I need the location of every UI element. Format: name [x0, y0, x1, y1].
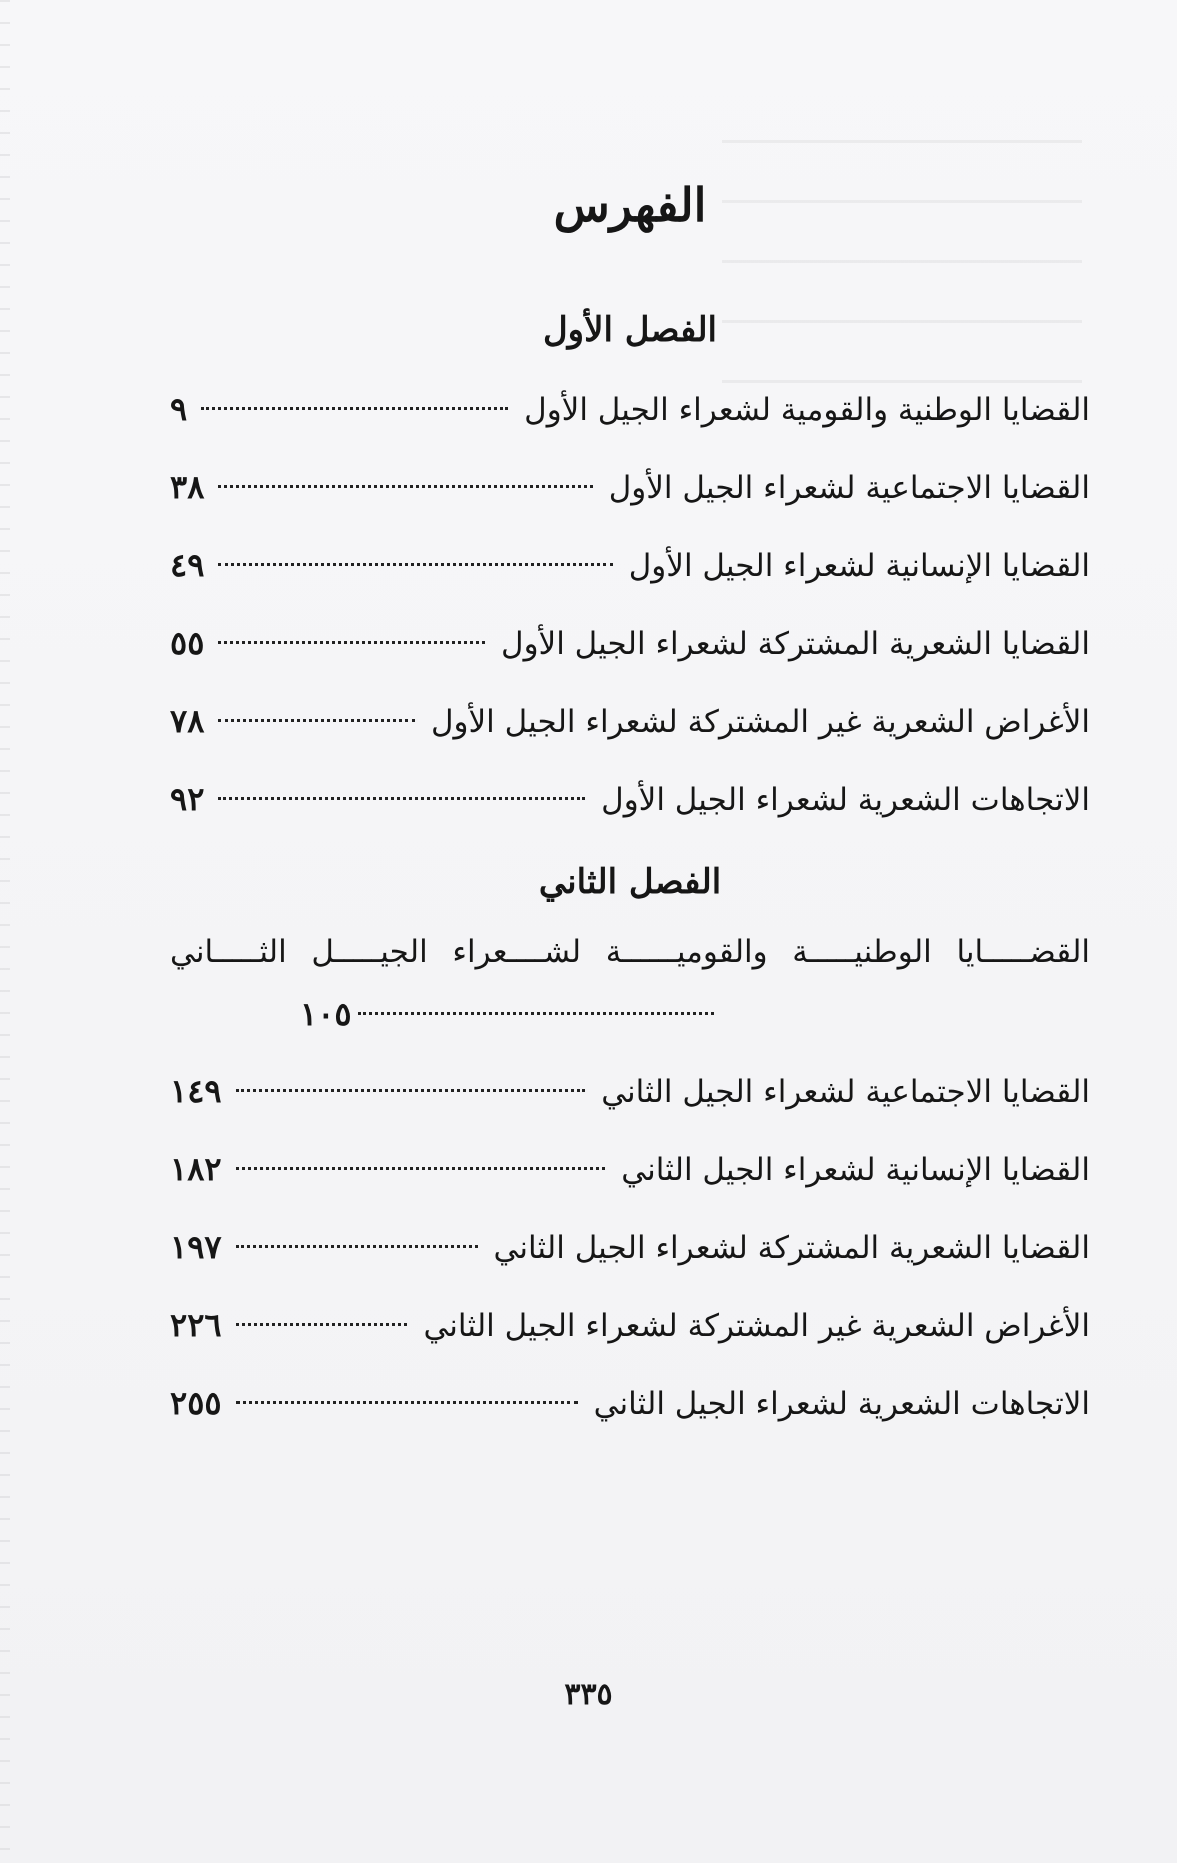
table-of-contents	[170, 170, 1090, 1442]
chapter-2-entries	[170, 922, 1090, 1442]
entry-title: القضايا الاجتماعية لشعراء الجيل الأول	[608, 470, 1090, 506]
chapter-1-heading: الفصل الأول	[542, 310, 718, 350]
dot-leader	[358, 1012, 714, 1015]
entry-page-number: ١٤٩	[170, 1072, 222, 1110]
entry-title-word: الوطنيـــــة	[792, 934, 932, 970]
entry-title: القضايا الاجتماعية لشعراء الجيل الثاني	[601, 1074, 1090, 1110]
entry-title: القضايا الوطنية والقومية لشعراء الجيل الأول	[524, 392, 1090, 428]
entry-title-word: والقوميــــــة	[605, 934, 768, 970]
toc-title: الفهرس	[553, 178, 707, 232]
entry-page-number: ٢٢٦	[170, 1306, 222, 1344]
entry-page-number: ٥٥	[170, 624, 205, 662]
page-number: ٣٣٥	[564, 1677, 613, 1712]
toc-entry	[170, 448, 1090, 526]
toc-entry	[170, 1052, 1090, 1130]
dot-leader	[218, 485, 592, 488]
entry-title-word: لشــــعراء	[452, 934, 582, 970]
entry-title-word: الثـــــاني	[170, 934, 287, 970]
entry-page-number: ٩٢	[170, 780, 205, 818]
entry-title-word: الجيـــــل	[311, 934, 428, 970]
entry-title: القضايا الشعرية المشتركة لشعراء الجيل الأول	[501, 626, 1090, 662]
toc-entry-wrapped	[170, 922, 1090, 1052]
entry-title-word: القضـــــايا	[956, 934, 1090, 970]
entry-page-number: ١٠٥	[300, 995, 352, 1033]
toc-entry	[170, 1208, 1090, 1286]
dot-leader	[236, 1089, 586, 1092]
entry-title: القضايا الإنسانية لشعراء الجيل الثاني	[621, 1152, 1090, 1188]
entry-title: الأغراض الشعرية غير المشتركة لشعراء الجيل الأول	[430, 704, 1090, 740]
entry-title: القضايا الشعرية المشتركة لشعراء الجيل الثاني	[493, 1230, 1090, 1266]
toc-entry	[170, 1130, 1090, 1208]
toc-entry	[170, 370, 1090, 448]
chapter-1-entries	[170, 370, 1090, 838]
entry-title: القضايا الإنسانية لشعراء الجيل الأول	[628, 548, 1090, 584]
entry-title-line	[170, 922, 1090, 984]
entry-page-number: ٧٨	[170, 702, 205, 740]
dot-leader	[218, 797, 585, 800]
entry-page-number: ٩	[170, 390, 188, 428]
dot-leader	[218, 719, 415, 722]
entry-page-number: ٣٨	[170, 468, 205, 506]
chapter-2-heading: الفصل الثاني	[538, 862, 722, 902]
entry-title: الاتجاهات الشعرية لشعراء الجيل الأول	[601, 782, 1090, 818]
entry-page-number: ١٩٧	[170, 1228, 222, 1266]
entry-page-number: ١٨٢	[170, 1150, 222, 1188]
page-edge-texture	[0, 0, 10, 1863]
entry-leader-row	[300, 984, 720, 1046]
dot-leader	[236, 1401, 578, 1404]
entry-continuation-line	[170, 984, 1090, 1046]
dot-leader	[218, 563, 612, 566]
toc-entry	[170, 604, 1090, 682]
dot-leader	[218, 641, 485, 644]
toc-entry	[170, 760, 1090, 838]
toc-entry	[170, 682, 1090, 760]
dot-leader	[236, 1323, 408, 1326]
dot-leader	[236, 1245, 478, 1248]
toc-entry	[170, 526, 1090, 604]
entry-page-number: ٤٩	[170, 546, 205, 584]
entry-title: الاتجاهات الشعرية لشعراء الجيل الثاني	[593, 1386, 1090, 1422]
toc-entry	[170, 1286, 1090, 1364]
toc-entry	[170, 1364, 1090, 1442]
entry-page-number: ٢٥٥	[170, 1384, 222, 1422]
entry-title: الأغراض الشعرية غير المشتركة لشعراء الجيل الثاني	[423, 1308, 1090, 1344]
dot-leader	[201, 407, 508, 410]
dot-leader	[236, 1167, 606, 1170]
